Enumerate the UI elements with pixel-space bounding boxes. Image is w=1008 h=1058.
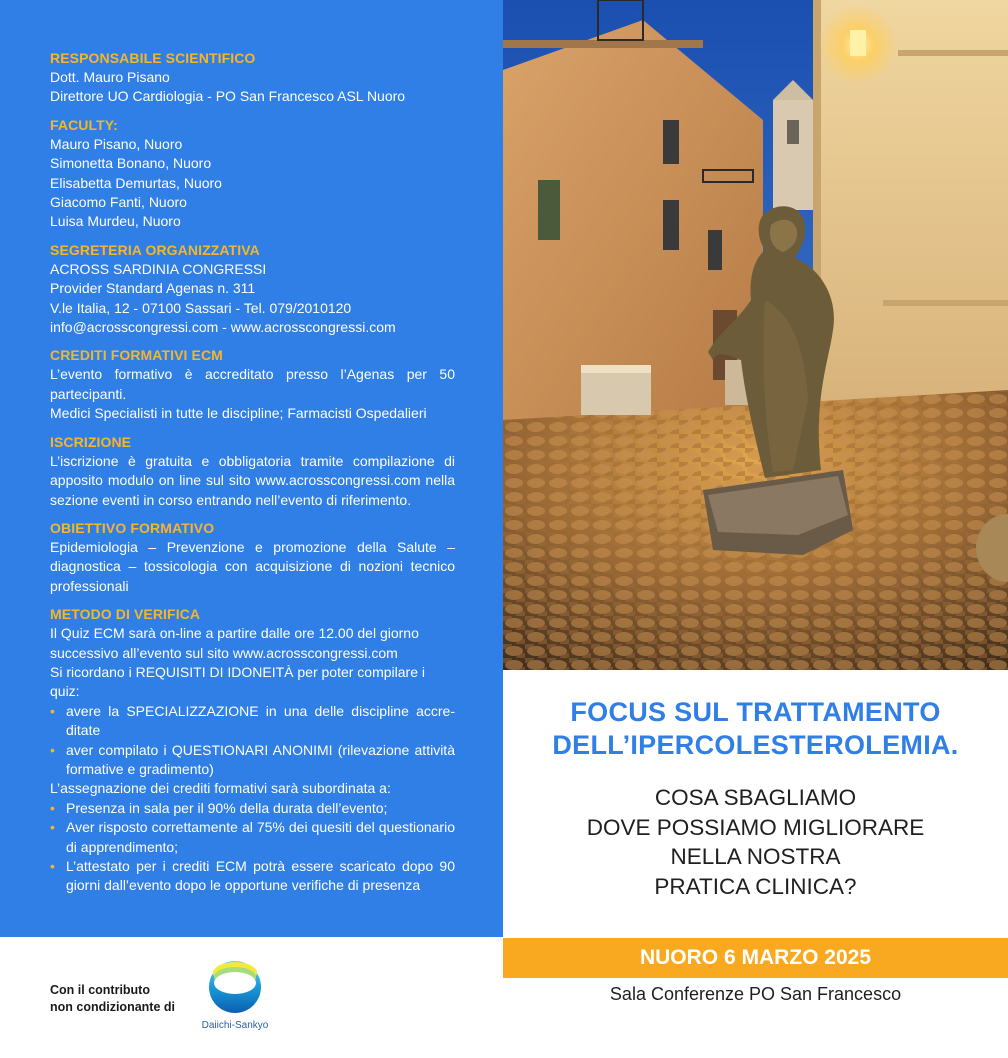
section-line: Il Quiz ECM sarà on-line a partire dalle ore 12.00 del giorno	[50, 625, 419, 642]
list-item	[50, 818, 455, 857]
section-paragraph: L’iscrizione è gratuita e obbligatoria tramite compilazione di apposito modulo on line sul sito www.acrosscongressi.com nella sezione eventi in corso entrando nell’evento di riferimento.	[50, 452, 455, 508]
sponsor-line: Con il contributo	[50, 983, 150, 997]
section-paragraph: Epidemiologia – Prevenzione e promozione della Salute – diagnostica – tossicologia con acquisizione di nozioni tecnico professionali	[50, 538, 455, 594]
section-crediti	[50, 346, 455, 423]
section-title: SEGRETERIA ORGANIZZATIVA	[50, 241, 260, 258]
bullet-icon: •	[50, 799, 55, 816]
svg-text:Daiichi-Sankyo: Daiichi-Sankyo	[201, 1020, 269, 1031]
subtitle-line: NELLA NOSTRA	[670, 844, 841, 869]
list-item-text: Aver risposto correttamente al 75% dei quesiti del questionario di apprendimento;	[66, 819, 455, 855]
daiichi-sankyo-logo-icon	[195, 949, 275, 1049]
title-line: DELL’IPERCOLESTEROLEMIA.	[552, 730, 959, 760]
section-line: Si ricordano i REQUISITI DI IDONEITÀ per poter compilare i quiz:	[50, 663, 425, 700]
bullet-icon: •	[50, 741, 55, 758]
subtitle-line: DOVE POSSIAMO MIGLIORARE	[586, 814, 925, 840]
subtitle	[503, 783, 1008, 901]
title-area	[503, 670, 1008, 937]
conditions-list	[50, 799, 455, 896]
section-verifica	[50, 605, 455, 896]
section-title: METODO DI VERIFICA	[50, 606, 201, 623]
list-item	[50, 799, 455, 818]
city-square-statue-photo	[503, 0, 1008, 670]
section-line: ACROSS SARDINIA CONGRESSI	[50, 260, 267, 277]
list-item-text: Presenza in sala per il 90% della durata dell’evento;	[66, 799, 388, 816]
section-title: OBIETTIVO FORMATIVO	[50, 519, 215, 536]
bullet-icon: •	[50, 858, 55, 874]
section-line: Direttore UO Cardiologia - PO San Francesco ASL Nuoro	[50, 88, 406, 105]
faculty-member: Giacomo Fanti, Nuoro	[50, 194, 187, 211]
requirements-list	[50, 702, 455, 780]
section-responsabile	[50, 49, 455, 107]
section-line: Dott. Mauro Pisano	[50, 69, 170, 85]
section-title: FACULTY:	[50, 116, 118, 133]
section-faculty	[50, 116, 455, 232]
section-line: L’evento formativo è accreditato presso l’Agenas per 50 partecipanti.	[50, 366, 455, 402]
section-line: Medici Specialisti in tutte le discipline; Farmacisti Ospedalieri	[50, 405, 427, 422]
section-line: L’assegnazione dei crediti formativi sarà subordinata a:	[50, 780, 391, 797]
contact-links[interactable]: info@acrosscongressi.com - www.acrosscongressi.com	[50, 319, 396, 336]
list-item-text: avere la SPECIALIZZAZIONE in una delle discipline accreditate	[66, 702, 455, 739]
section-title: CREDITI FORMATIVI ECM	[50, 347, 223, 364]
list-item-text: aver compilato i QUESTIONARI ANONIMI (rilevazione attività formative e gradimento)	[66, 741, 455, 777]
faculty-member: Simonetta Bonano, Nuoro	[50, 155, 212, 172]
page-title	[503, 696, 1008, 762]
section-segreteria	[50, 241, 455, 338]
faculty-member: Luisa Murdeu, Nuoro	[50, 213, 181, 230]
section-line: V.le Italia, 12 - 07100 Sassari - Tel. 079/2010120	[50, 299, 352, 316]
section-iscrizione	[50, 433, 455, 510]
bullet-icon: •	[50, 702, 55, 719]
info-panel	[0, 0, 503, 937]
list-item	[50, 741, 455, 780]
section-obiettivo	[50, 519, 455, 596]
section-title: RESPONSABILE SCIENTIFICO	[50, 50, 256, 66]
faculty-member: Mauro Pisano, Nuoro	[50, 135, 183, 152]
faculty-member: Elisabetta Demurtas, Nuoro	[50, 174, 222, 191]
section-line: successivo all’evento sul sito www.acrosscongressi.com	[50, 644, 398, 661]
section-title: ISCRIZIONE	[50, 433, 132, 450]
subtitle-line: COSA SBAGLIAMO	[654, 785, 857, 810]
subtitle-line: PRATICA CLINICA?	[654, 873, 857, 899]
list-item	[50, 857, 455, 896]
event-venue: Sala Conferenze PO San Francesco	[609, 984, 902, 1004]
sponsor-caption	[50, 982, 175, 1015]
list-item-text: L’attestato per i crediti ECM potrà essere scaricato dopo 90 giorni dall’evento dopo le opportune verifiche di presenza	[66, 858, 455, 894]
title-line: FOCUS SUL TRATTAMENTO	[570, 697, 941, 727]
sponsor-line: non condizionante di	[50, 999, 175, 1014]
bullet-icon: •	[50, 819, 55, 836]
event-date-banner: NUORO 6 MARZO 2025	[503, 938, 1008, 978]
list-item	[50, 702, 455, 741]
section-line: Provider Standard Agenas n. 311	[50, 280, 256, 297]
sponsor-area	[0, 937, 503, 1058]
